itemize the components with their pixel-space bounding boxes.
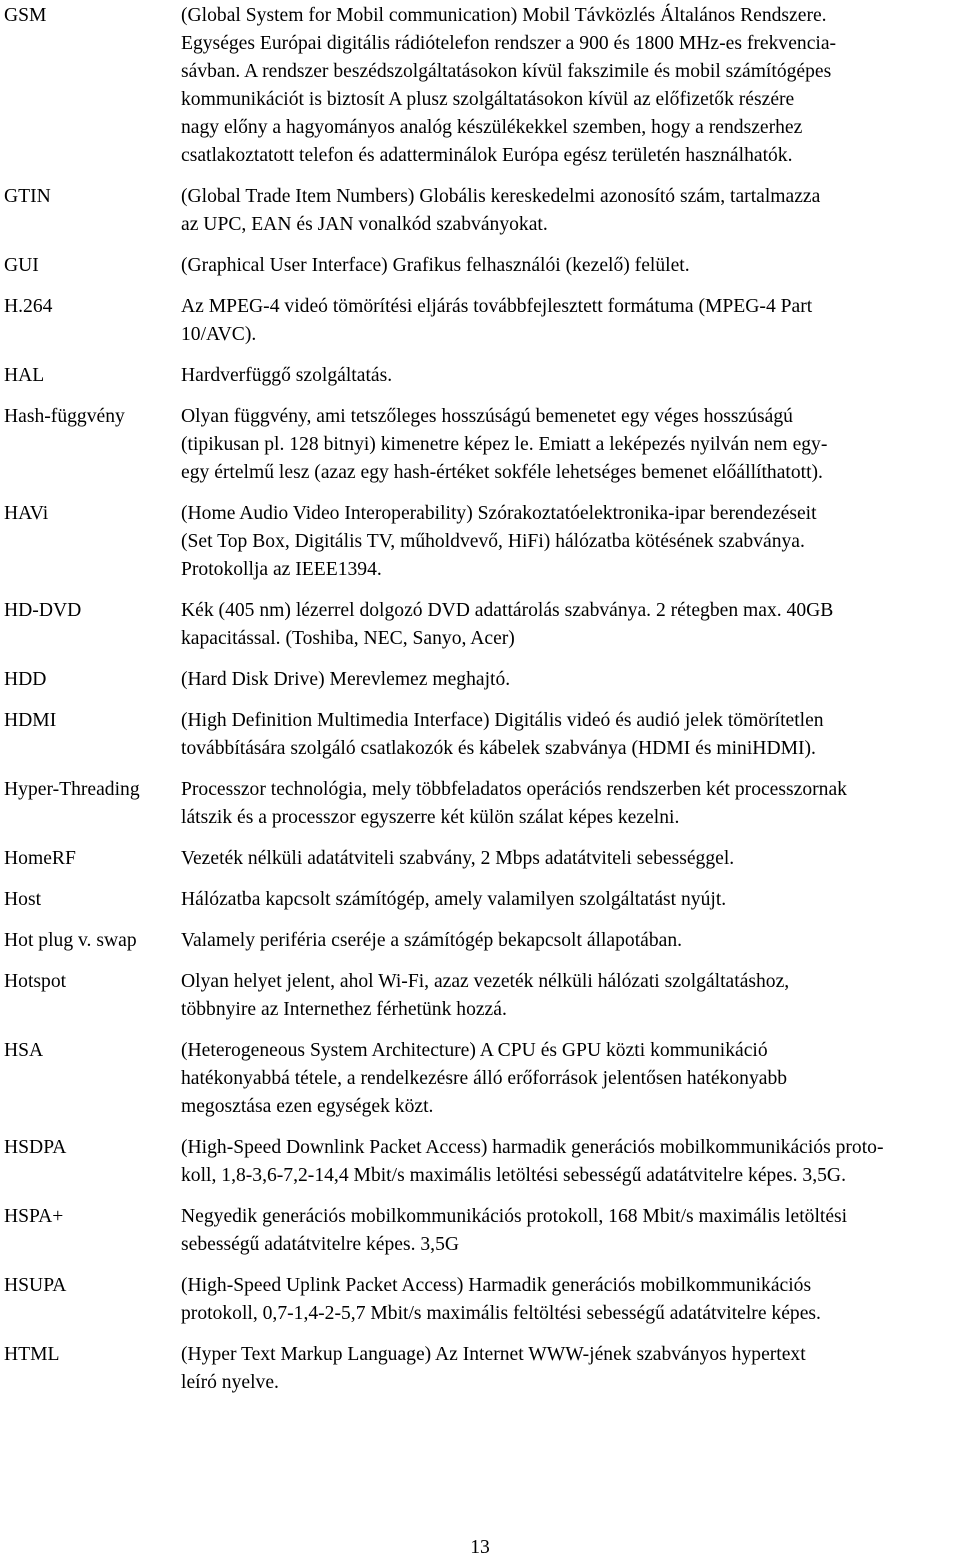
glossary-term: HSDPA <box>4 1137 67 1158</box>
definition-line: sávban. A rendszer beszédszolgáltatásokon kívül fakszimile és mobil számítógépes <box>181 61 832 82</box>
glossary-definition <box>181 886 958 914</box>
definition-line: Hardverfüggő szolgáltatás. <box>181 365 393 386</box>
definition-line: (Graphical User Interface) Grafikus felhasználói (kezelő) felület. <box>181 255 690 276</box>
definition-line: Kék (405 nm) lézerrel dolgozó DVD adattárolás szabványa. 2 rétegben max. 40GB <box>181 600 834 621</box>
glossary-entry <box>4 1341 958 1397</box>
glossary-term: HAVi <box>4 503 49 524</box>
definition-line: koll, 1,8-3,6-7,2-14,4 Mbit/s maximális letöltési sebességű adatátvitelre képes. 3,5G. <box>181 1165 846 1186</box>
definition-line: sebességű adatátvitelre képes. 3,5G <box>181 1234 460 1255</box>
definition-line: kommunikációt is biztosít A plusz szolgáltatásokon kívül az előfizetők részére <box>181 89 795 110</box>
glossary-term: HSA <box>4 1040 44 1061</box>
definition-line: (tipikusan pl. 128 bitnyi) kimenetre képez le. Emiatt a leképezés nyilván nem egy- <box>181 434 828 455</box>
definition-line: többnyire az Internethez férhetünk hozzá. <box>181 999 507 1020</box>
glossary-definition <box>181 927 958 955</box>
glossary-entry <box>4 1203 958 1259</box>
glossary-term: Hot plug v. swap <box>4 930 137 951</box>
glossary-list <box>4 2 958 1410</box>
definition-line: egy értelmű lesz (azaz egy hash-értéket sokféle lehetséges bemenet előállíthatott). <box>181 462 823 483</box>
glossary-term: HSUPA <box>4 1275 67 1296</box>
glossary-entry <box>4 968 958 1024</box>
glossary-definition <box>181 252 958 280</box>
definition-line: hatékonyabbá tétele, a rendelkezésre álló erőforrások jelentősen hatékonyabb <box>181 1068 788 1089</box>
glossary-entry <box>4 1037 958 1121</box>
definition-line: továbbítására szolgáló csatlakozók és kábelek szabványa (HDMI és miniHDMI). <box>181 738 816 759</box>
glossary-definition <box>181 1037 958 1121</box>
definition-line: Negyedik generációs mobilkommunikációs protokoll, 168 Mbit/s maximális letöltési <box>181 1206 848 1227</box>
glossary-definition <box>181 403 958 487</box>
definition-line: Hálózatba kapcsolt számítógép, amely valamilyen szolgáltatást nyújt. <box>181 889 727 910</box>
glossary-entry <box>4 500 958 584</box>
definition-line: Protokollja az IEEE1394. <box>181 559 382 580</box>
glossary-term: HomeRF <box>4 848 76 869</box>
definition-line: 10/AVC). <box>181 324 257 345</box>
glossary-definition <box>181 1272 958 1328</box>
glossary-term: HTML <box>4 1344 60 1365</box>
glossary-definition <box>181 1134 958 1190</box>
definition-line: nagy előny a hagyományos analóg készülékekkel szemben, hogy a rendszerhez <box>181 117 803 138</box>
glossary-entry <box>4 293 958 349</box>
glossary-definition <box>181 362 958 390</box>
glossary-term: H.264 <box>4 296 53 317</box>
glossary-entry <box>4 845 958 873</box>
definition-line: az UPC, EAN és JAN vonalkód szabványokat. <box>181 214 548 235</box>
glossary-term: GUI <box>4 255 39 276</box>
glossary-entry <box>4 403 958 487</box>
glossary-definition <box>181 500 958 584</box>
glossary-entry <box>4 776 958 832</box>
glossary-entry <box>4 362 958 390</box>
glossary-entry <box>4 1272 958 1328</box>
definition-line: (Set Top Box, Digitális TV, műholdvevő, HiFi) hálózatba kötésének szabványa. <box>181 531 805 552</box>
glossary-term: HSPA+ <box>4 1206 64 1227</box>
page-number: 13 <box>470 1537 490 1558</box>
definition-line: (Home Audio Video Interoperability) Szórakoztatóelektronika-ipar berendezéseit <box>181 503 817 524</box>
glossary-term: Hotspot <box>4 971 67 992</box>
glossary-entry <box>4 886 958 914</box>
definition-line: Vezeték nélküli adatátviteli szabvány, 2 Mbps adatátviteli sebességgel. <box>181 848 735 869</box>
glossary-entry <box>4 183 958 239</box>
definition-line: leíró nyelve. <box>181 1372 279 1393</box>
glossary-term: Hyper-Threading <box>4 779 140 800</box>
glossary-entry <box>4 597 958 653</box>
glossary-term: GSM <box>4 5 47 26</box>
glossary-term: HDD <box>4 669 47 690</box>
definition-line: (Global Trade Item Numbers) Globális kereskedelmi azonosító szám, tartalmazza <box>181 186 821 207</box>
glossary-definition <box>181 707 958 763</box>
glossary-entry <box>4 707 958 763</box>
glossary-term: GTIN <box>4 186 51 207</box>
glossary-definition <box>181 2 958 170</box>
glossary-term: HAL <box>4 365 45 386</box>
definition-line: Egységes Európai digitális rádiótelefon rendszer a 900 és 1800 MHz-es frekvencia- <box>181 33 837 54</box>
glossary-definition <box>181 666 958 694</box>
definition-line: Az MPEG-4 videó tömörítési eljárás továbbfejlesztett formátuma (MPEG-4 Part <box>181 296 813 317</box>
definition-line: kapacitással. (Toshiba, NEC, Sanyo, Acer) <box>181 628 515 649</box>
glossary-entry <box>4 1134 958 1190</box>
glossary-entry <box>4 927 958 955</box>
definition-line: Olyan helyet jelent, ahol Wi-Fi, azaz vezeték nélküli hálózati szolgáltatáshoz, <box>181 971 790 992</box>
glossary-entry <box>4 2 958 170</box>
glossary-entry <box>4 666 958 694</box>
definition-line: látszik és a processzor egyszerre két külön szálat képes kezelni. <box>181 807 680 828</box>
glossary-definition <box>181 968 958 1024</box>
glossary-term: HDMI <box>4 710 57 731</box>
definition-line: Valamely periféria cseréje a számítógép bekapcsolt állapotában. <box>181 930 683 951</box>
definition-line: Processzor technológia, mely többfeladatos operációs rendszerben két processzornak <box>181 779 847 800</box>
glossary-term: Host <box>4 889 42 910</box>
glossary-definition <box>181 1203 958 1259</box>
glossary-definition <box>181 293 958 349</box>
definition-line: (Heterogeneous System Architecture) A CPU és GPU közti kommunikáció <box>181 1040 768 1061</box>
definition-line: Olyan függvény, ami tetszőleges hosszúságú bemenetet egy véges hosszúságú <box>181 406 793 427</box>
glossary-definition <box>181 597 958 653</box>
glossary-definition <box>181 776 958 832</box>
definition-line: (High-Speed Downlink Packet Access) harmadik generációs mobilkommunikációs proto- <box>181 1137 884 1158</box>
definition-line: megosztása ezen egységek közt. <box>181 1096 434 1117</box>
definition-line: (High Definition Multimedia Interface) Digitális videó és audió jelek tömörítetlen <box>181 710 824 731</box>
definition-line: (High-Speed Uplink Packet Access) Harmadik generációs mobilkommunikációs <box>181 1275 812 1296</box>
glossary-term: HD-DVD <box>4 600 82 621</box>
glossary-definition <box>181 845 958 873</box>
definition-line: protokoll, 0,7-1,4-2-5,7 Mbit/s maximális feltöltési sebességű adatátvitelre képes. <box>181 1303 821 1324</box>
definition-line: csatlakoztatott telefon és adatterminálok Európa egész területén használhatók. <box>181 145 793 166</box>
definition-line: (Hard Disk Drive) Merevlemez meghajtó. <box>181 669 511 690</box>
glossary-definition <box>181 1341 958 1397</box>
definition-line: (Hyper Text Markup Language) Az Internet WWW-jének szabványos hypertext <box>181 1344 806 1365</box>
glossary-term: Hash-függvény <box>4 406 125 427</box>
glossary-definition <box>181 183 958 239</box>
definition-line: (Global System for Mobil communication) Mobil Távközlés Általános Rendszere. <box>181 5 827 26</box>
glossary-entry <box>4 252 958 280</box>
